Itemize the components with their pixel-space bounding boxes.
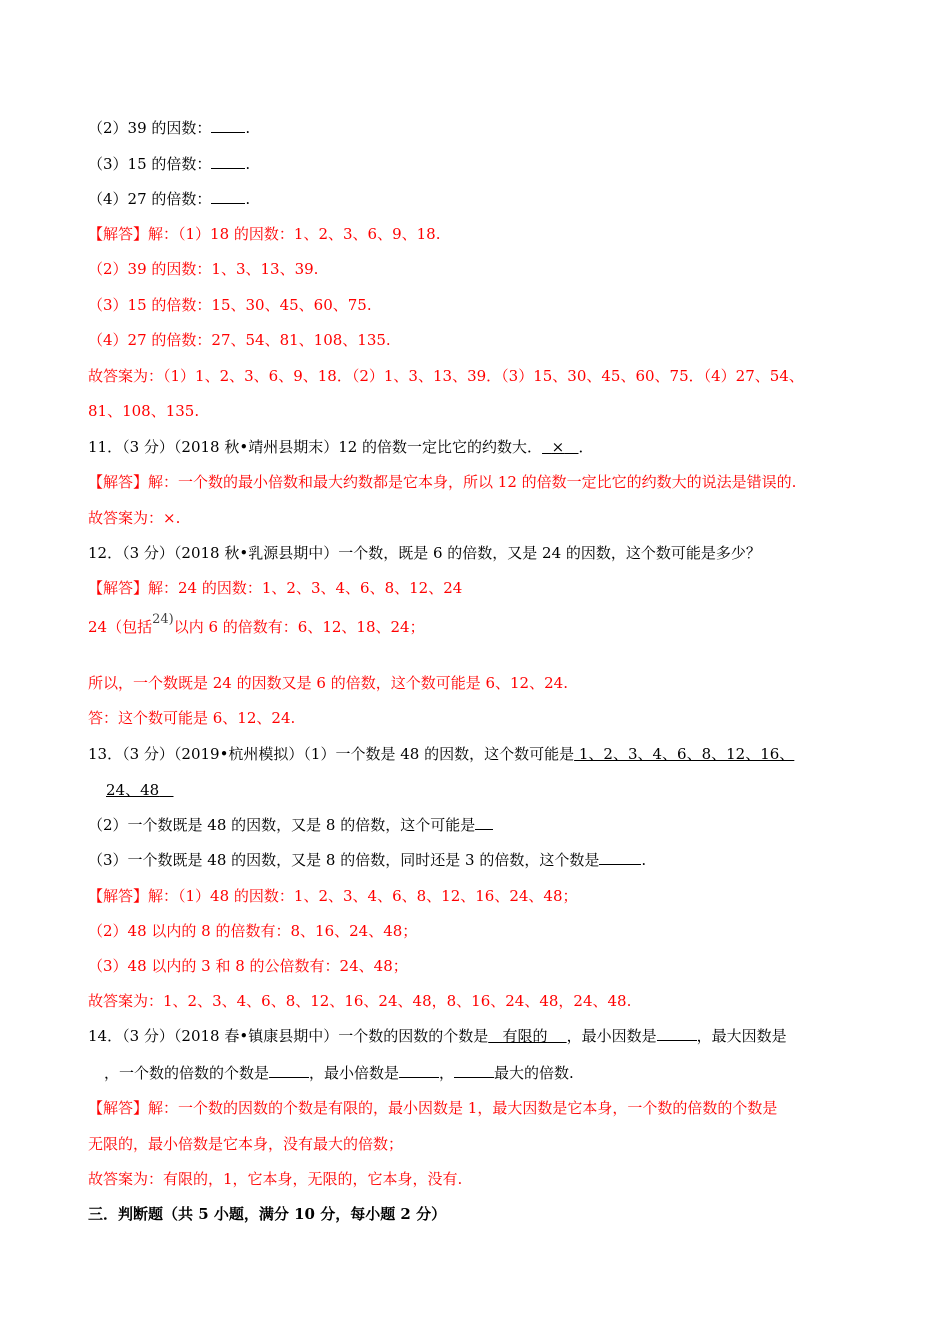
q14-stem-cont: ，一个数的倍数的个数是 ，最小倍数是 ， 最大的倍数.: [104, 1064, 574, 1082]
q13-answer: 故答案为：1、2、3、4、6、8、12、16、24、48，8、16、24、48，24、48.: [88, 992, 632, 1010]
q10-solution-2: （2）39 的因数：1、3、13、39.: [88, 260, 319, 278]
q14-answer: 故答案为：有限的，1，它本身，无限的，它本身，没有.: [88, 1170, 463, 1188]
q12-solution-1: 【解答】解：24 的因数：1、2、3、4、6、8、12、24: [88, 579, 463, 597]
q13-fill-1: 1、2、3、4、6、8、12、16、: [574, 745, 795, 763]
q13-fill-1-cont: 24、48: [106, 781, 160, 799]
q10-part3: （3）15 的倍数： .: [88, 155, 251, 173]
answer-blank: [269, 1063, 309, 1078]
q11-solution: 【解答】解：一个数的最小倍数和最大约数都是它本身，所以 12 的倍数一定比它的约数大的说法是错误的.: [88, 473, 797, 491]
q10-part4: （4）27 的倍数： .: [88, 190, 251, 208]
q11-answer: 故答案为：×.: [88, 509, 181, 527]
q10-solution-1: 【解答】解：（1）18 的因数：1、2、3、6、9、18.: [88, 225, 441, 243]
q14-fill-1: 有限的: [502, 1027, 548, 1045]
section-3-heading: 三．判断题（共 5 小题，满分 10 分，每小题 2 分）: [88, 1205, 447, 1223]
q12-solution-3: 所以，一个数既是 24 的因数又是 6 的倍数，这个数可能是 6、12、24.: [88, 674, 568, 692]
q14-solution-2: 无限的，最小倍数是它本身，没有最大的倍数；: [88, 1135, 404, 1153]
q10-part2: （2）39 的因数： .: [88, 119, 251, 137]
q12-solution-4: 答：这个数可能是 6、12、24.: [88, 709, 296, 727]
q12-solution-2: 24（包括24)以内 6 的倍数有：6、12、18、24；: [88, 612, 425, 636]
q10-answer-line-1: 故答案为：（1）1、2、3、6、9、18．（2）1、3、13、39．（3）15、30、45、60、75．（4）27、54、: [88, 367, 804, 385]
q13-solution-1: 【解答】解：（1）48 的因数：1、2、3、4、6、8、12、16、24、48；: [88, 887, 578, 905]
answer-blank: [475, 815, 493, 830]
q11-stem: 11．（3 分）（2018 秋•靖州县期末）12 的倍数一定比它的约数大． × ．: [88, 438, 594, 456]
q13-stem: 13．（3 分）（2019•杭州模拟）（1）一个数是 48 的因数，这个数可能是 1、2、3、4、6、8、12、16、: [88, 745, 795, 763]
answer-blank: [599, 850, 641, 865]
q10-solution-4: （4）27 的倍数：27、54、81、108、135.: [88, 331, 391, 349]
answer-blank: [399, 1063, 439, 1078]
q10-solution-3: （3）15 的倍数：15、30、45、60、75.: [88, 296, 372, 314]
q12-stem: 12．（3 分）（2018 秋•乳源县期中）一个数，既是 6 的倍数，又是 24 的因数，这个数可能是多少？: [88, 544, 761, 562]
q11-fill: ×: [551, 438, 565, 456]
answer-blank: [657, 1026, 697, 1041]
answer-blank: [211, 154, 245, 169]
answer-blank: [211, 189, 245, 204]
q12-superscript: 24): [152, 612, 174, 627]
q13-solution-2: （2）48 以内的 8 的倍数有：8、16、24、48；: [88, 922, 418, 940]
answer-blank: [454, 1063, 494, 1078]
q13-solution-3: （3）48 以内的 3 和 8 的公倍数有：24、48；: [88, 957, 408, 975]
q14-stem: 14．（3 分）（2018 春•镇康县期中）一个数的因数的个数是 有限的 ，最小因数是 ，最大因数是: [88, 1027, 787, 1045]
q13-part2: （2）一个数既是 48 的因数，又是 8 的倍数，这个可能是: [88, 815, 493, 835]
q10-answer-line-2: 81、108、135.: [88, 402, 200, 420]
q13-stem-cont: [106, 780, 174, 800]
answer-blank: [211, 118, 245, 133]
q13-part3: （3）一个数既是 48 的因数，又是 8 的倍数，同时还是 3 的倍数，这个数是 .: [88, 851, 647, 869]
q14-solution-1: 【解答】解：一个数的因数的个数是有限的，最小因数是 1，最大因数是它本身，一个数的倍数的个数是: [88, 1099, 778, 1117]
